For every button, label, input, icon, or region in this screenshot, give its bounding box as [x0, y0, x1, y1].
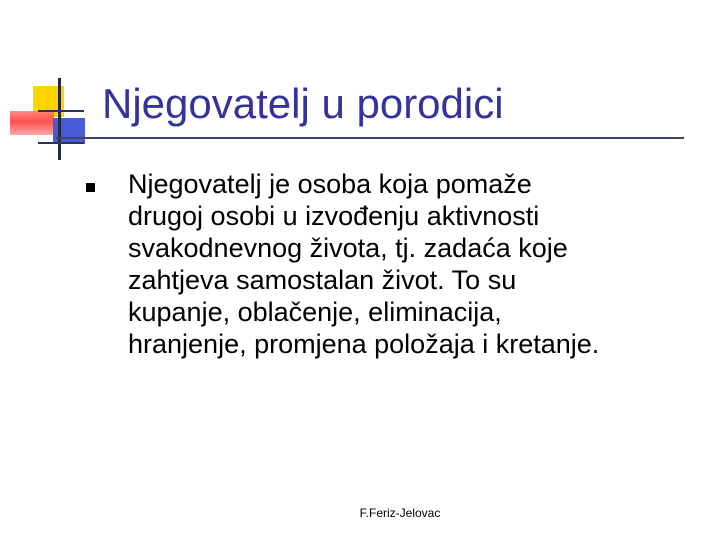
bullet-line: zahtjeva samostalan život. To su — [128, 265, 517, 295]
square-bullet-icon — [86, 183, 95, 192]
bullet-line: svakodnevnog života, tj. zadaća koje — [128, 233, 568, 263]
slide-footer: F.Feriz-Jelovac — [359, 506, 441, 520]
bullet-line: Njegovatelj je osoba koja pomaže — [128, 169, 532, 199]
ornament-horizontal-line-bottom — [38, 142, 84, 144]
ornament-vertical-line — [58, 78, 61, 160]
bullet-list — [84, 168, 694, 360]
bullet-item — [84, 168, 694, 360]
slide-title: Njegovatelj u porodici — [102, 80, 504, 127]
bullet-line: drugoj osobi u izvođenju aktivnosti — [128, 201, 540, 231]
title-underline-rule — [56, 137, 684, 139]
bullet-line: kupanje, oblačenje, eliminacija, — [128, 297, 502, 327]
ornament-horizontal-line-top — [38, 110, 84, 112]
ornament-pink-bar — [10, 111, 54, 135]
title-ornament-icon — [0, 0, 100, 170]
bullet-line: hranjenje, promjena položaja i kretanje. — [128, 329, 600, 359]
